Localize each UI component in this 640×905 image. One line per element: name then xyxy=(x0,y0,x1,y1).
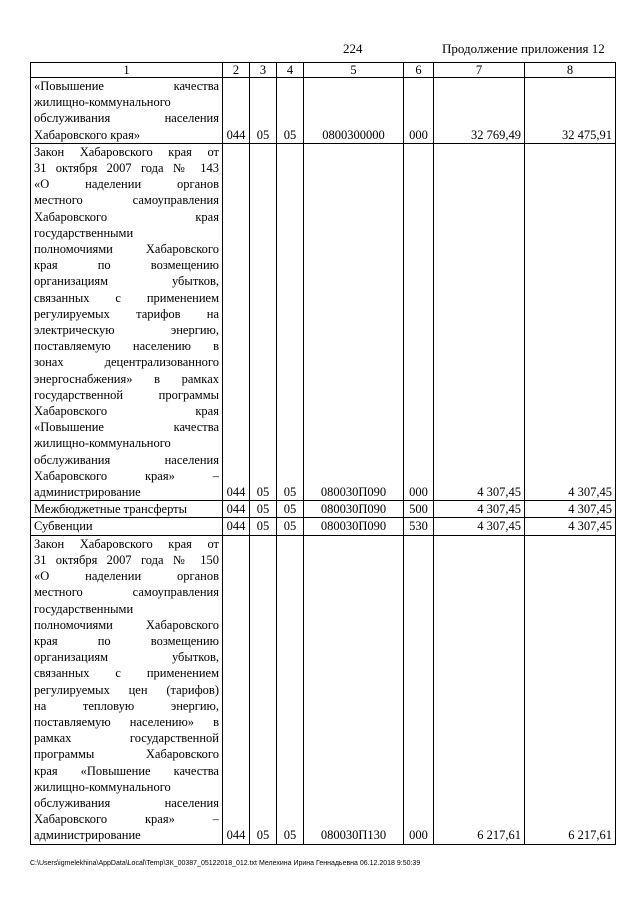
description-line: Закон Хабаровского края от xyxy=(34,144,219,159)
table-row xyxy=(31,501,616,518)
description-line: электрическую энергию, xyxy=(34,323,219,338)
section-code: 05 xyxy=(250,535,277,844)
description-line: обслуживания населения xyxy=(34,111,219,126)
ministry-code: 044 xyxy=(223,535,250,844)
table-row xyxy=(31,518,616,535)
description-line: жилищно-коммунального xyxy=(34,436,171,451)
target-article-code: 080030П090 xyxy=(304,501,404,518)
appendix-continuation: Продолжение приложения 12 xyxy=(442,41,605,56)
description-line: рамках государственной xyxy=(34,731,219,746)
description-line: поставляемую населению в xyxy=(34,339,219,354)
page-number: 224 xyxy=(343,41,363,56)
description-line: 31 октября 2007 года № 150 xyxy=(34,552,219,567)
description-line: Хабаровского края» – xyxy=(34,812,219,827)
column-number: 4 xyxy=(277,63,304,78)
description-line: Хабаровского края» xyxy=(34,127,141,142)
subsection-code: 05 xyxy=(277,143,304,500)
description-line: администрирование xyxy=(34,828,141,843)
description-line: местного самоуправления xyxy=(34,193,219,208)
description-line: на тепловую энергию, xyxy=(34,698,219,713)
section-code: 05 xyxy=(250,143,277,500)
description-line: Межбюджетные трансферты xyxy=(34,502,188,517)
column-number: 3 xyxy=(250,63,277,78)
table-row xyxy=(31,78,616,144)
column-number: 5 xyxy=(304,63,404,78)
description-line: обслуживания населения xyxy=(34,795,219,810)
description-line: полномочиями Хабаровского xyxy=(34,617,219,632)
description-line: программы Хабаровского xyxy=(34,747,219,762)
section-code: 05 xyxy=(250,518,277,535)
target-article-code: 080030П090 xyxy=(304,518,404,535)
description-line: «О наделении органов xyxy=(34,569,219,584)
description-line: Хабаровского края xyxy=(34,209,219,224)
ministry-code: 044 xyxy=(223,78,250,144)
amount-year-1: 4 307,45 xyxy=(434,518,525,535)
target-article-code: 080030П130 xyxy=(304,535,404,844)
row-description xyxy=(31,143,223,500)
budget-table xyxy=(30,62,616,845)
subsection-code: 05 xyxy=(277,535,304,844)
column-number: 2 xyxy=(223,63,250,78)
column-number: 1 xyxy=(31,63,223,78)
description-line: организациям убытков, xyxy=(34,274,219,289)
amount-year-1: 6 217,61 xyxy=(434,535,525,844)
row-description xyxy=(31,501,223,518)
description-line: местного самоуправления xyxy=(34,585,219,600)
expense-type-code: 000 xyxy=(404,78,434,144)
description-line: 31 октября 2007 года № 143 xyxy=(34,161,219,176)
description-line: Закон Хабаровского края от xyxy=(34,536,219,551)
description-line: обслуживания населения xyxy=(34,452,219,467)
subsection-code: 05 xyxy=(277,501,304,518)
description-line: государственной программы xyxy=(34,387,219,402)
expense-type-code: 500 xyxy=(404,501,434,518)
subsection-code: 05 xyxy=(277,518,304,535)
amount-year-2: 6 217,61 xyxy=(525,535,616,844)
column-number: 7 xyxy=(434,63,525,78)
section-code: 05 xyxy=(250,78,277,144)
amount-year-2: 32 475,91 xyxy=(525,78,616,144)
column-number-row xyxy=(31,63,616,78)
description-line: «Повышение качества xyxy=(34,79,219,93)
description-line: «О наделении органов xyxy=(34,177,219,192)
amount-year-2: 4 307,45 xyxy=(525,518,616,535)
description-line: организациям убытков, xyxy=(34,650,219,665)
amount-year-2: 4 307,45 xyxy=(525,501,616,518)
target-article-code: 0800300000 xyxy=(304,78,404,144)
section-code: 05 xyxy=(250,501,277,518)
row-description xyxy=(31,535,223,844)
expense-type-code: 000 xyxy=(404,143,434,500)
table-row xyxy=(31,535,616,844)
column-number: 8 xyxy=(525,63,616,78)
target-article-code: 080030П090 xyxy=(304,143,404,500)
description-line: края «Повышение качества xyxy=(34,763,219,778)
ministry-code: 044 xyxy=(223,518,250,535)
description-line: края по возмещению xyxy=(34,258,219,273)
description-line: полномочиями Хабаровского xyxy=(34,242,219,257)
description-line: Субвенции xyxy=(34,519,93,534)
description-line: энергоснабжения» в рамках xyxy=(34,371,219,386)
ministry-code: 044 xyxy=(223,143,250,500)
ministry-code: 044 xyxy=(223,501,250,518)
amount-year-1: 4 307,45 xyxy=(434,501,525,518)
description-line: регулируемых тарифов на xyxy=(34,306,219,321)
expense-type-code: 000 xyxy=(404,535,434,844)
column-number: 6 xyxy=(404,63,434,78)
description-line: края по возмещению xyxy=(34,633,219,648)
row-description xyxy=(31,518,223,535)
description-line: Хабаровского края xyxy=(34,404,219,419)
amount-year-1: 4 307,45 xyxy=(434,143,525,500)
description-line: жилищно-коммунального xyxy=(34,95,171,110)
expense-type-code: 530 xyxy=(404,518,434,535)
description-line: «Повышение качества xyxy=(34,420,219,435)
description-line: связанных с применением xyxy=(34,666,219,681)
description-line: регулируемых цен (тарифов) xyxy=(34,682,219,697)
row-description xyxy=(31,78,223,144)
description-line: связанных с применением xyxy=(34,290,219,305)
description-line: зонах децентрализованного xyxy=(34,355,219,370)
amount-year-2: 4 307,45 xyxy=(525,143,616,500)
description-line: государственными xyxy=(34,225,134,240)
amount-year-1: 32 769,49 xyxy=(434,78,525,144)
document-path-footer: C:\Users\igmelekhina\AppData\Local\Temp\ЗК_00387_05122018_012.txt Мелехина Ирина Геннадьевна 06.12.2018 9:50:39 xyxy=(30,860,421,867)
subsection-code: 05 xyxy=(277,78,304,144)
description-line: администрирование xyxy=(34,485,141,500)
table-row xyxy=(31,143,616,500)
description-line: поставляемую населению» в xyxy=(34,714,219,729)
description-line: государственными xyxy=(34,601,134,616)
description-line: жилищно-коммунального xyxy=(34,779,171,794)
description-line: Хабаровского края» – xyxy=(34,468,219,483)
